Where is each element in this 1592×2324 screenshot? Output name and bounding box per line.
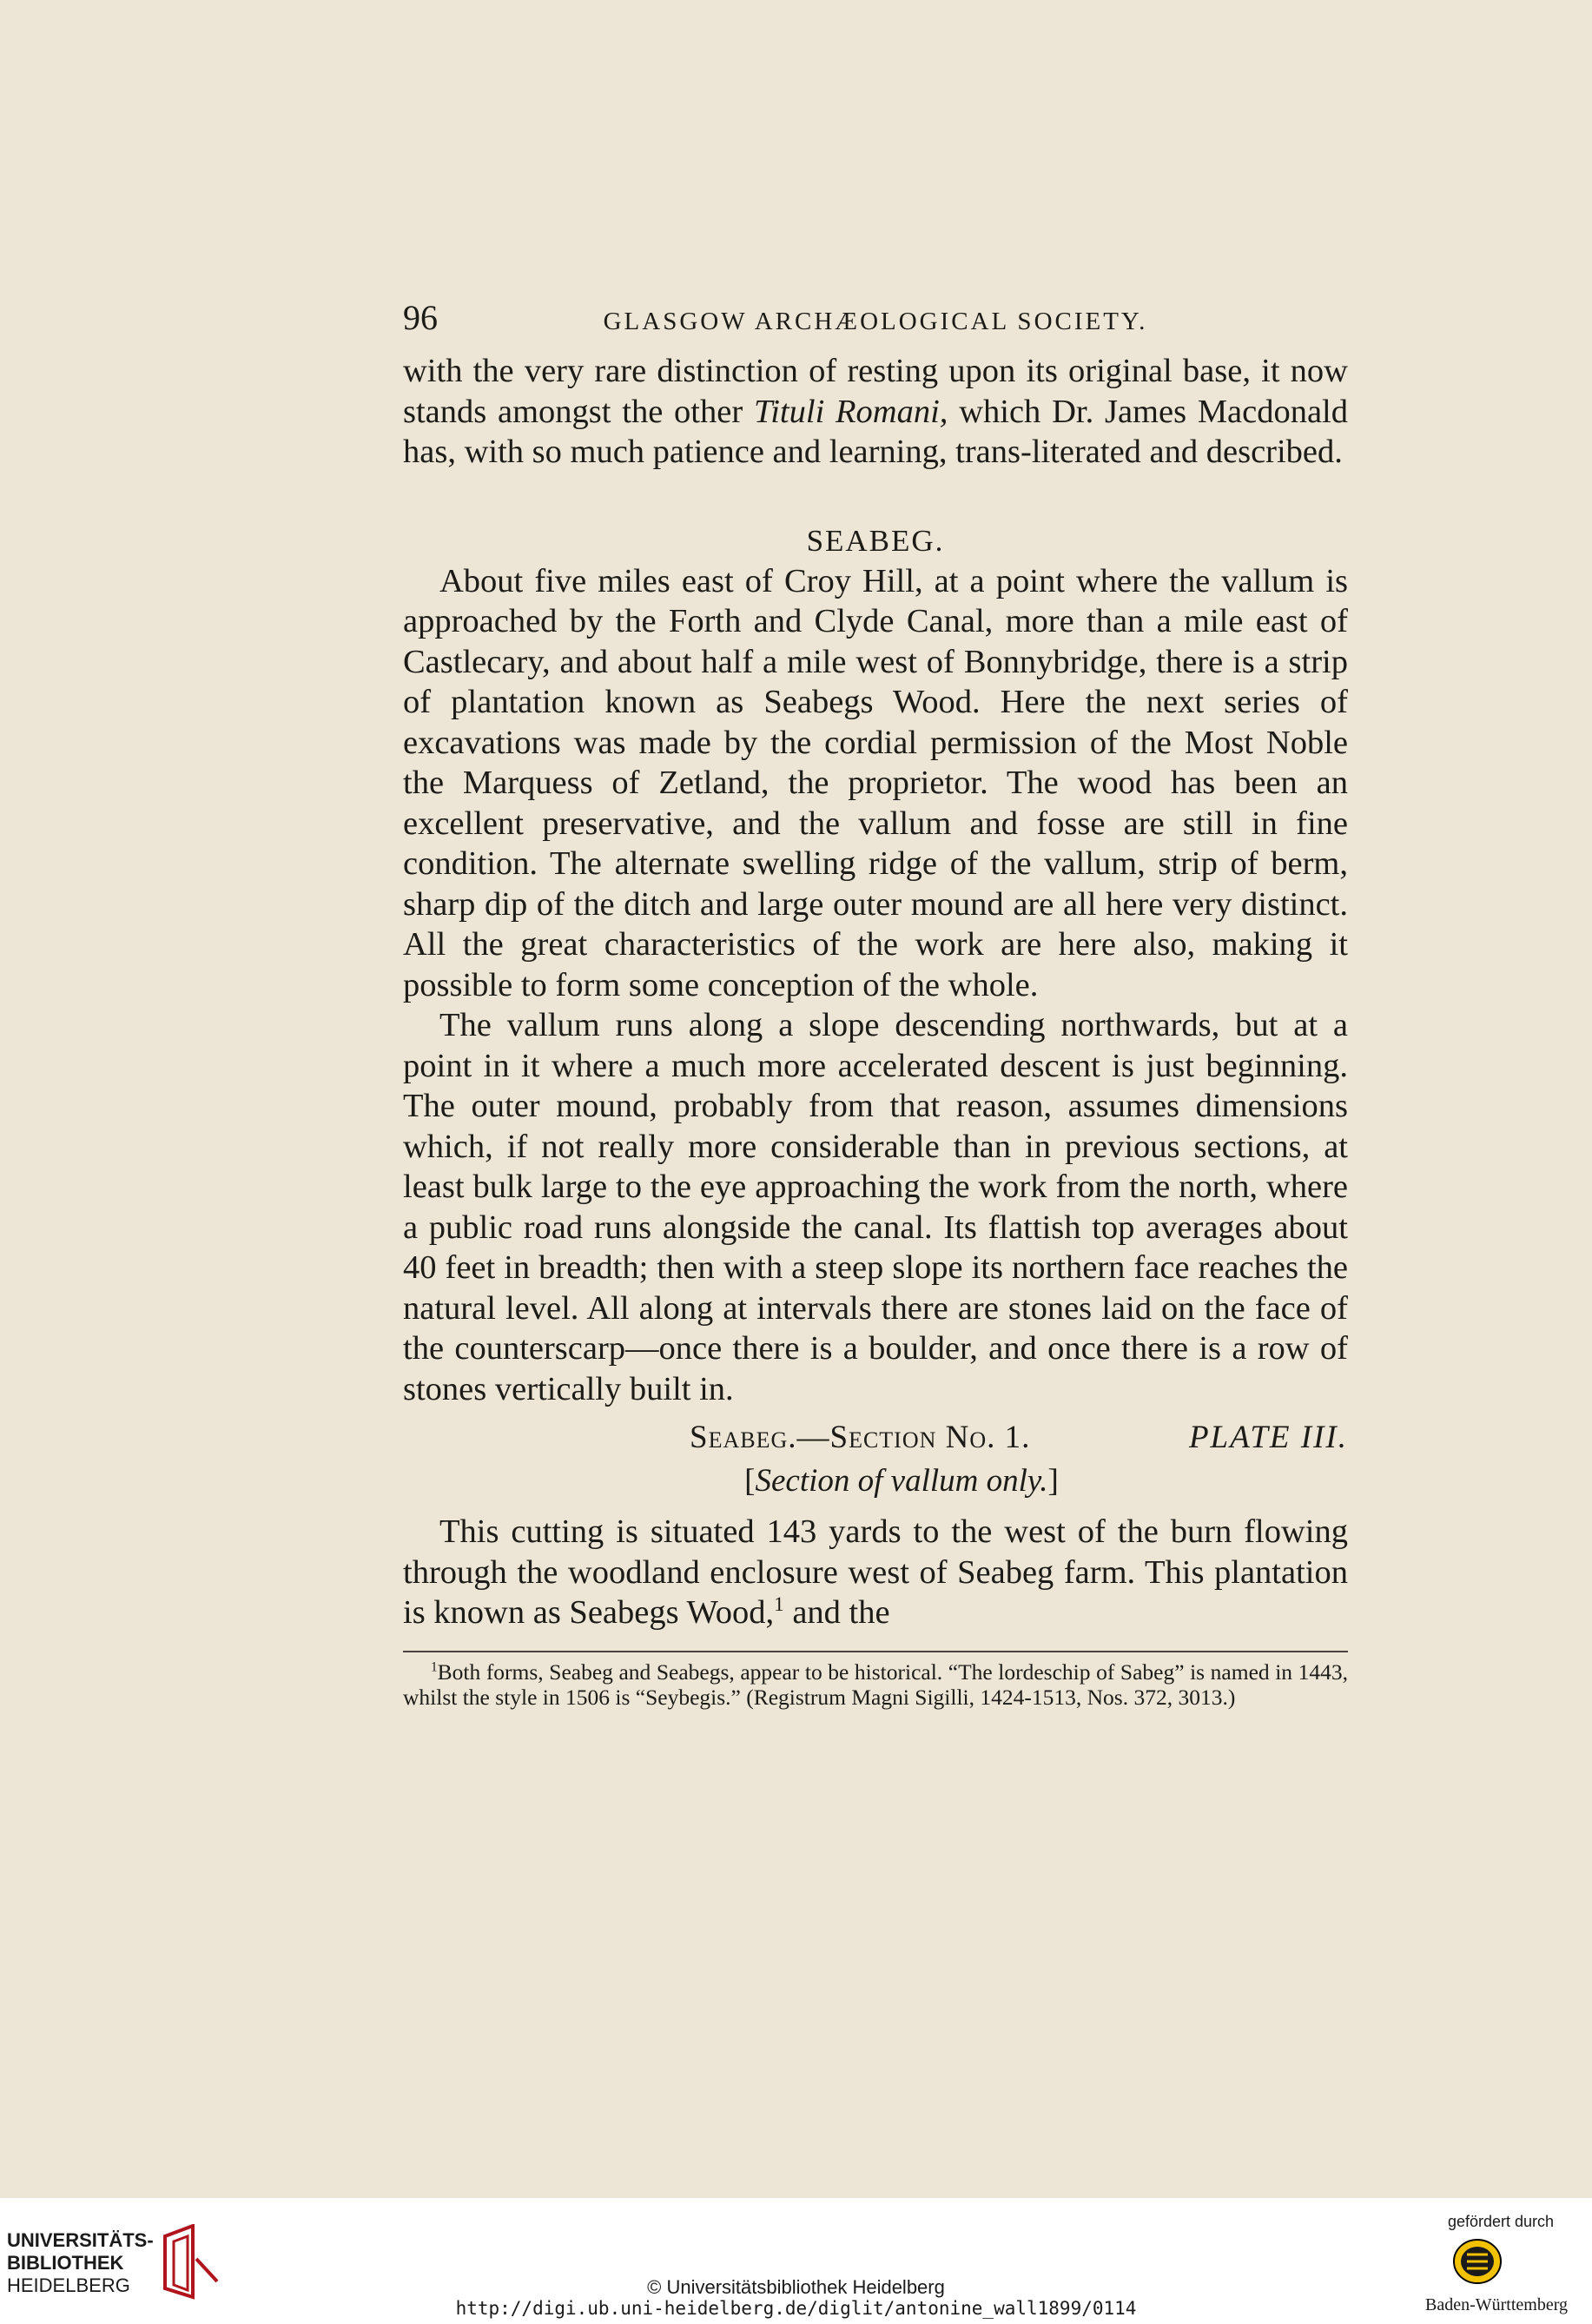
section-number-caption: Seabeg.—Section No. 1. bbox=[690, 1420, 1031, 1455]
section-subcaption bbox=[455, 1461, 1348, 1501]
funder-name: Baden-Württemberg bbox=[1424, 2295, 1568, 2314]
paragraph-text: with the very rare distinction of resting upon its original base, it now stands amongst the other bbox=[403, 353, 1348, 430]
bracket-close: ] bbox=[1047, 1463, 1059, 1499]
paragraph-text: which Dr. James Macdonald has, with so much patience and learning, trans-literated and described. bbox=[403, 393, 1349, 470]
footnote-rule bbox=[403, 1651, 1348, 1652]
footnote-reference[interactable]: 1 bbox=[774, 1592, 784, 1616]
subcaption-text: Section of vallum only. bbox=[755, 1463, 1048, 1499]
library-line-2: BIBLIOTHEK bbox=[7, 2252, 124, 2274]
paragraph-cutting bbox=[403, 1512, 1348, 1633]
footnote bbox=[403, 1659, 1348, 1710]
italic-term: Tituli Romani, bbox=[753, 393, 948, 430]
page-number: 96 bbox=[403, 298, 438, 337]
library-line-1: UNIVERSITÄTS- bbox=[7, 2229, 154, 2251]
section-caption bbox=[403, 1418, 1348, 1458]
page-content bbox=[403, 294, 1348, 1710]
paragraph-seabeg-intro: About five miles east of Croy Hill, at a point where the vallum is approached by the Forth and Clyde Canal, more than a mile east of Castlecary, and about half a mile west of Bonnybridge, there is a strip of plantation known as Seabegs Wood. Here the next series of excavations was made by the cordial permission of the Most Noble the Marquess of Zetland, the proprietor. The wood has been an excellent preservative, and the vallum and fosse are still in fine condition. The alternate swelling ridge of the vallum, strip of berm, sharp dip of the ditch and large outer mound are all here very distinct. All the great characteristics of the work are here also, making it possible to form some conception of the whole. bbox=[403, 562, 1348, 1003]
funded-by-label: gefördert durch bbox=[1447, 2213, 1555, 2230]
permalink-url[interactable]: http://digi.ub.uni-heidelberg.de/diglit/antonine_wall1899/0114 bbox=[455, 2298, 1137, 2319]
footnote-marker: 1 bbox=[431, 1659, 438, 1674]
paragraph-continued bbox=[403, 351, 1348, 473]
bracket-open: [ bbox=[744, 1463, 756, 1499]
copyright-notice: © Universitätsbibliothek Heidelberg bbox=[647, 2276, 945, 2298]
paragraph-vallum-slope: The vallum runs along a slope descending northwards, but at a point in it where a much more accelerated descent is just beginning. The outer mound, probably from that reason, assumes dimensions which, if not really more considerable than in previous sections, at least bulk large to the eye approaching the work from the north, where a public road runs alongside the canal. Its flattish top averages about 40 feet in breadth; then with a steep slope its northern face reaches the natural level. All along at intervals there are stones laid on the face of the counterscarp—once there is a boulder, and once there is a row of stones vertically built in. bbox=[403, 1007, 1348, 1407]
library-line-3: HEIDELBERG bbox=[7, 2274, 130, 2296]
section-heading: SEABEG. bbox=[806, 523, 945, 558]
running-title: GLASGOW ARCHÆOLOGICAL SOCIETY. bbox=[603, 308, 1148, 335]
running-head bbox=[403, 294, 1348, 342]
plate-reference: PLATE III. bbox=[1188, 1420, 1348, 1455]
footnote-text: Both forms, Seabeg and Seabegs, appear to be historical. “The lordeschip of Sabeg” is named in 1443, whilst the style in 1506 is “Seybegis.” (Registrum Magni Sigilli, 1424-1513, Nos. 372, 3013.) bbox=[403, 1659, 1348, 1710]
paragraph-text: This cutting is situated 143 yards to the west of the burn flowing through the woodland enclosure west of Seabeg farm. This plantation is known as Seabegs Wood, bbox=[403, 1513, 1348, 1631]
paragraph-text: and the bbox=[783, 1594, 890, 1631]
coat-of-arms-icon bbox=[1452, 2237, 1503, 2286]
